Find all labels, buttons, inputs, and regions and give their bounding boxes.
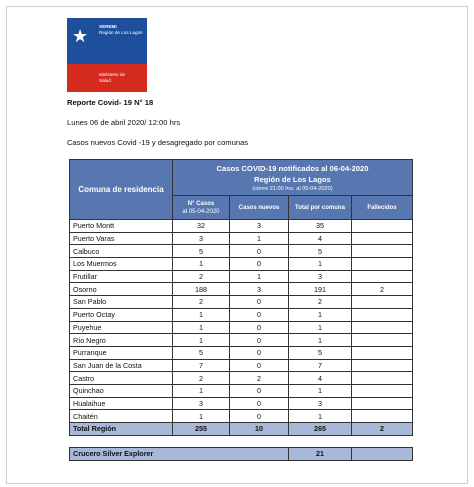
table-row [70,245,413,258]
deaths-cell [352,359,413,372]
new-cell: 0 [230,321,289,334]
total-cell: 191 [289,283,352,296]
deaths-cell [352,296,413,309]
comuna-cell: San Juan de la Costa [70,359,173,372]
prev-cases-sub: al 05-04-2020 [182,208,220,215]
total-cell: 2 [289,296,352,309]
total-prev: 255 [173,423,230,436]
total-header: Total por comuna [289,196,352,220]
table-row [70,334,413,347]
new-cell: 0 [230,334,289,347]
table-row [70,296,413,309]
group-note: (cierre 21:00 hrs. al 05-04-2020) [252,185,333,192]
prev-cell: 5 [173,346,230,359]
prev-cell: 1 [173,308,230,321]
logo-flag-block [67,18,95,92]
comuna-cell: Puyehue [70,321,173,334]
table-row [70,270,413,283]
new-cell: 0 [230,245,289,258]
prev-cases-label: N° Casos [187,200,215,207]
new-cell: 0 [230,397,289,410]
report-title: Reporte Covid- 19 N° 18 [67,98,154,107]
prev-cases-header [173,196,230,220]
cruise-empty [352,448,413,461]
prev-cell: 2 [173,296,230,309]
comuna-cell: Purranque [70,346,173,359]
comuna-cell: Hualaihue [70,397,173,410]
comuna-cell: Puerto Montt [70,220,173,233]
total-cell: 1 [289,384,352,397]
comuna-cell: Calbuco [70,245,173,258]
group-title: Casos COVID-19 notificados al 06-04-2020 [216,163,369,173]
total-cell: 1 [289,334,352,347]
table-row [70,283,413,296]
table-row [70,384,413,397]
deaths-cell [352,372,413,385]
table-row [70,232,413,245]
report-description: Casos nuevos Covid -19 y desagregado por comunas [67,138,249,147]
deaths-cell [352,232,413,245]
total-cell: 3 [289,397,352,410]
new-cell: 1 [230,232,289,245]
cases-table [69,159,413,436]
logo-region-text: Región de Los Lagos [99,30,143,35]
total-cell: 7 [289,359,352,372]
prev-cell: 1 [173,334,230,347]
deaths-cell [352,384,413,397]
deaths-cell [352,410,413,423]
total-row [70,423,413,436]
deaths-cell [352,397,413,410]
prev-cell: 1 [173,410,230,423]
table-row [70,359,413,372]
prev-cell: 2 [173,372,230,385]
cruise-row [70,448,413,461]
total-cell: 5 [289,346,352,359]
deaths-cell [352,334,413,347]
prev-cell: 3 [173,397,230,410]
table-row [70,346,413,359]
deaths-cell [352,258,413,271]
new-cases-header: Casos nuevos [230,196,289,220]
comuna-cell: San Pablo [70,296,173,309]
logo-ministry-text: Ministerio de [99,72,126,77]
comuna-cell: Puerto Varas [70,232,173,245]
deaths-cell [352,245,413,258]
new-cell: 2 [230,372,289,385]
logo-text-block [95,18,147,92]
comuna-cell: Frutillar [70,270,173,283]
deaths-cell: 2 [352,283,413,296]
total-cell: 1 [289,308,352,321]
report-date: Lunes 06 de abril 2020/ 12:00 hrs [67,118,181,127]
total-cell: 35 [289,220,352,233]
total-cell: 1 [289,321,352,334]
prev-cell: 1 [173,321,230,334]
table-row [70,410,413,423]
comuna-cell: Osorno [70,283,173,296]
cruise-label: Crucero Silver Explorer [70,448,289,461]
total-new: 10 [230,423,289,436]
new-cell: 1 [230,270,289,283]
comuna-cell: Río Negro [70,334,173,347]
comuna-cell: Puerto Octay [70,308,173,321]
new-cell: 0 [230,296,289,309]
table-row [70,220,413,233]
table-row [70,258,413,271]
logo-seremi-text: SEREMI [99,24,117,29]
table-row [70,397,413,410]
cruise-table [69,447,413,461]
table-row [70,372,413,385]
prev-cell: 1 [173,384,230,397]
logo-health-text: Salud [99,78,111,83]
comuna-header: Comuna de residencia [70,160,173,220]
prev-cell: 7 [173,359,230,372]
new-cell: 3 [230,283,289,296]
total-cell: 4 [289,372,352,385]
new-cell: 0 [230,258,289,271]
new-cell: 0 [230,308,289,321]
total-cell: 4 [289,232,352,245]
new-cell: 0 [230,410,289,423]
prev-cell: 1 [173,258,230,271]
star-icon: ★ [72,26,89,47]
total-total: 265 [289,423,352,436]
deaths-cell [352,220,413,233]
comuna-cell: Chaitén [70,410,173,423]
table-row [70,308,413,321]
total-cell: 1 [289,258,352,271]
deaths-cell [352,321,413,334]
new-cell: 0 [230,384,289,397]
deaths-cell [352,346,413,359]
prev-cell: 3 [173,232,230,245]
prev-cell: 188 [173,283,230,296]
new-cell: 0 [230,346,289,359]
table-row [70,321,413,334]
group-header [173,160,413,196]
total-cell: 5 [289,245,352,258]
total-cell: 3 [289,270,352,283]
group-region: Región de Los Lagos [254,174,331,184]
total-deaths: 2 [352,423,413,436]
new-cell: 3 [230,220,289,233]
comuna-cell: Castro [70,372,173,385]
deaths-header: Fallecidos [352,196,413,220]
deaths-cell [352,270,413,283]
cruise-value: 21 [289,448,352,461]
comuna-cell: Quinchao [70,384,173,397]
total-label: Total Región [70,423,173,436]
deaths-cell [352,308,413,321]
comuna-cell: Los Muermos [70,258,173,271]
new-cell: 0 [230,359,289,372]
total-cell: 1 [289,410,352,423]
prev-cell: 5 [173,245,230,258]
prev-cell: 32 [173,220,230,233]
prev-cell: 2 [173,270,230,283]
seremi-logo [67,18,147,92]
